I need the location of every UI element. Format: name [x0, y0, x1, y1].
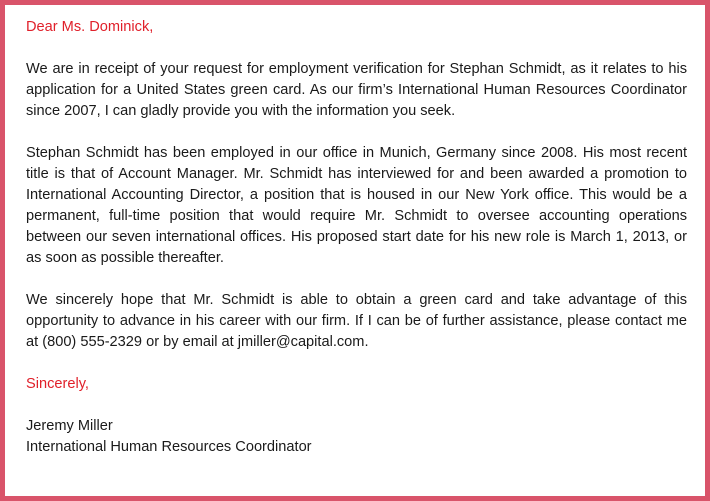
paragraph-closing-remarks: We sincerely hope that Mr. Schmidt is able to obtain a green card and take advantage of this opportunity to advance in his career with our firm. If I can be of further assistance, please contact me at (800) 555-2329 or by email at jmiller@capital.com. [26, 292, 687, 350]
signer-title: International Human Resources Coordinator [26, 439, 312, 455]
salutation: Dear Ms. Dominick, [26, 19, 154, 35]
signer-name: Jeremy Miller [26, 418, 113, 434]
paragraph-employment-details: Stephan Schmidt has been employed in our office in Munich, Germany since 2008. His most recent title is that of Account Manager. Mr. Schmidt has interviewed for and been awarded a promotion to International Accounting Director, a position that is housed in our New York office. This would be a permanent, full-time position that would require Mr. Schmidt to oversee accounting operations between our seven international offices. His proposed start date for his new role is March 1, 2013, or as soon as possible thereafter. [26, 145, 687, 266]
paragraph-request: We are in receipt of your request for employment verification for Stephan Schmidt, as it relates to his application for a United States green card. As our firm’s International Human Resources Coordinator since 2007, I can gladly provide you with the information you seek. [26, 61, 687, 119]
closing: Sincerely, [26, 376, 89, 392]
